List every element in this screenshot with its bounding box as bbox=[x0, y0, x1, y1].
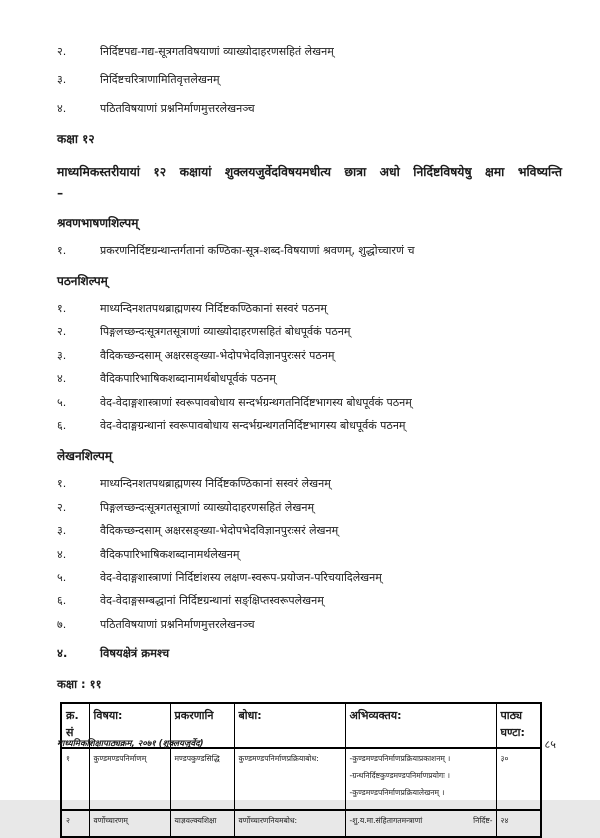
list-item bbox=[57, 476, 562, 491]
header-line: क्र. bbox=[66, 709, 79, 723]
list-item bbox=[57, 348, 562, 363]
list-item bbox=[57, 500, 562, 515]
list-item bbox=[57, 547, 562, 562]
cell-expressions bbox=[345, 748, 496, 809]
top-list bbox=[57, 44, 562, 116]
item-number: १. bbox=[57, 477, 67, 491]
item-text: निर्दिष्टचरित्राणामितिवृत्तलेखनम् bbox=[100, 73, 220, 87]
list-item bbox=[57, 617, 562, 632]
writing-section-list bbox=[57, 476, 562, 632]
item-number: ६. bbox=[57, 594, 67, 608]
item-number: २. bbox=[57, 325, 67, 339]
item-number: ५. bbox=[57, 570, 67, 584]
item-text: माध्यन्दिनशतपथब्राह्मणस्य निर्दिष्टकण्ठिकानां सस्वरं लेखनम् bbox=[100, 477, 331, 491]
list-item bbox=[57, 570, 562, 585]
item-number: ३. bbox=[57, 524, 67, 538]
page-footer bbox=[57, 737, 556, 752]
listening-section-list bbox=[57, 243, 562, 258]
item-number: ४. bbox=[57, 646, 68, 661]
header-line: पाठ्य bbox=[500, 709, 523, 723]
table-row bbox=[61, 748, 541, 809]
list-item bbox=[57, 593, 562, 608]
header-line: सं bbox=[66, 725, 74, 739]
item-text: माध्यन्दिनशतपथब्राह्मणस्य निर्दिष्टकण्ठिकानां सस्वरं पठनम् bbox=[100, 302, 327, 315]
cell-serial: २ bbox=[61, 810, 89, 837]
list-item bbox=[57, 395, 562, 410]
listening-section-heading: श्रवणभाषणशिल्पम् bbox=[57, 215, 139, 230]
item-text: वेद-वेदाङ्गशास्त्राणां निर्दिष्टांशस्य लक्षण-स्वरूप-प्रयोजन-परिचयादिलेखनम् bbox=[100, 570, 382, 584]
cell-comprehension: कुण्डमण्डपनिर्माणप्रक्रियाबोध: bbox=[234, 748, 345, 809]
cell-expressions bbox=[345, 810, 496, 837]
list-item bbox=[57, 243, 562, 258]
item-number: ३. bbox=[57, 348, 67, 362]
cell-subject: वर्णोच्चारणम् bbox=[89, 810, 170, 837]
topic-area-heading bbox=[57, 646, 562, 661]
cell-chapters: मण्डपकुण्डसिद्धि bbox=[170, 748, 234, 809]
item-number: १. bbox=[57, 243, 67, 257]
header-line: बोधा: bbox=[238, 709, 262, 723]
cell-subject: कुण्डमण्डपनिर्माणम् bbox=[89, 748, 170, 809]
item-number: ७. bbox=[57, 617, 67, 631]
list-item bbox=[57, 523, 562, 538]
syllabus-table bbox=[60, 702, 542, 838]
expression-line: -कुण्डमण्डपनिर्माणप्रक्रियालेखनम् । bbox=[349, 788, 445, 798]
item-text: पठितविषयाणां प्रश्ननिर्माणमुत्तरलेखनञ्च bbox=[100, 617, 255, 631]
cell-hours: ३० bbox=[496, 748, 541, 809]
item-text: वेद-वेदाङ्गसम्बद्धानां निर्दिष्टग्रन्थानां सङ्क्षिप्तस्वरूपलेखनम् bbox=[100, 594, 324, 608]
item-number: ३. bbox=[57, 73, 67, 87]
footer-title: माध्यमिकशिक्षापाठ्यक्रम, २०७१ (शुक्लयजुर्वेद) bbox=[57, 739, 204, 749]
cell-serial: १ bbox=[61, 748, 89, 809]
cell-hours: २४ bbox=[496, 810, 541, 837]
item-text: वेद-वेदाङ्गशास्त्राणां स्वरूपावबोधाय सन्दर्भग्रन्थगतनिर्दिष्टभागस्य बोधपूर्वकं पठनम् bbox=[100, 395, 412, 409]
item-number: ५. bbox=[57, 395, 67, 409]
item-number: ६. bbox=[57, 418, 67, 432]
list-item bbox=[57, 371, 562, 386]
item-number: ४. bbox=[57, 101, 67, 115]
header-line: घण्टा: bbox=[500, 725, 525, 739]
item-text: वैदिकपारिभाषिकशब्दानामर्थलेखनम् bbox=[100, 547, 240, 561]
header-line: अभिव्यक्तय: bbox=[349, 709, 402, 723]
list-item bbox=[57, 101, 562, 116]
writing-section-heading: लेखनशिल्पम् bbox=[57, 449, 113, 464]
list-item bbox=[57, 72, 562, 87]
item-text: निर्दिष्टपद्य-गद्य-सूत्रगतविषयाणां व्याख्योदाहरणसहितं लेखनम् bbox=[100, 45, 334, 58]
reading-section-list bbox=[57, 301, 562, 433]
page-number: ८५ bbox=[544, 738, 556, 751]
item-number: २. bbox=[57, 45, 67, 58]
expression-line: -शु.य.मा.संहितागतमन्त्राणां निर्दिष्ट- bbox=[349, 815, 493, 825]
item-text: विषयक्षेत्रं क्रमश्च bbox=[100, 646, 170, 661]
item-number: ४. bbox=[57, 547, 67, 561]
list-item bbox=[57, 44, 562, 59]
reading-section-heading: पठनशिल्पम् bbox=[57, 274, 108, 288]
cell-comprehension: वर्णोच्चारणनियमबोध: bbox=[234, 810, 345, 837]
header-line: प्रकरणानि bbox=[174, 709, 214, 723]
item-number: ४. bbox=[57, 372, 67, 386]
cell-chapters: याज्ञवल्क्यशिक्षा bbox=[170, 810, 234, 837]
item-number: २. bbox=[57, 500, 67, 514]
item-number: १. bbox=[57, 302, 67, 315]
list-item bbox=[57, 301, 562, 316]
item-text: वैदिकच्छन्दसाम् अक्षरसङ्ख्या-भेदोपभेदविज्ञानपुरःसरं लेखनम् bbox=[100, 524, 339, 538]
class-12-heading: कक्षा १२ bbox=[57, 132, 95, 147]
intro-paragraph-dash: – bbox=[57, 185, 64, 200]
item-text: प्रकरणनिर्दिष्टग्रन्थान्तर्गतानां कण्ठिका-सूत्र-शब्द-विषयाणां श्रवणम्, शुद्धोच्चारणं च bbox=[100, 243, 415, 257]
list-item bbox=[57, 324, 562, 339]
item-text: पिङ्गलच्छन्दःसूत्रगतसूत्राणां व्याख्योदाहरणसहितं लेखनम् bbox=[100, 500, 315, 514]
item-text: वेद-वेदाङ्गग्रन्थानां स्वरूपावबोधाय सन्दर्भग्रन्थगतनिर्दिष्टभागस्य बोधपूर्वकं पठनम् bbox=[100, 418, 406, 432]
list-item bbox=[57, 418, 562, 433]
item-text: वैदिकच्छन्दसाम् अक्षरसङ्ख्या-भेदोपभेदविज्ञानपुरःसरं पठनम् bbox=[100, 348, 335, 362]
item-text: पिङ्गलच्छन्दःसूत्रगतसूत्राणां व्याख्योदाहरणसहितं बोधपूर्वकं पठनम् bbox=[100, 325, 351, 339]
intro-paragraph: माध्यमिकस्तरीयायां १२ कक्षायां शुक्लयजुर्वेदविषयमधीत्य छात्रा अधो निर्दिष्टविषयेषु क्षमा भविष्यन्ति bbox=[57, 165, 562, 180]
header-line: विषया: bbox=[93, 709, 123, 723]
expression-line: -ग्रन्थनिर्दिष्टकुण्डमण्डपनिर्माणप्रयोगः । bbox=[349, 771, 451, 781]
expression-line: -कुण्डमण्डपनिर्माणप्रक्रियाप्रकाशनम् । bbox=[349, 754, 451, 764]
item-text: पठितविषयाणां प्रश्ननिर्माणमुत्तरलेखनञ्च bbox=[100, 101, 255, 115]
class-11-heading: कक्षा : ११ bbox=[57, 677, 102, 692]
table-row bbox=[61, 810, 541, 837]
item-text: वैदिकपारिभाषिकशब्दानामर्थबोधपूर्वकं पठनम् bbox=[100, 372, 276, 386]
